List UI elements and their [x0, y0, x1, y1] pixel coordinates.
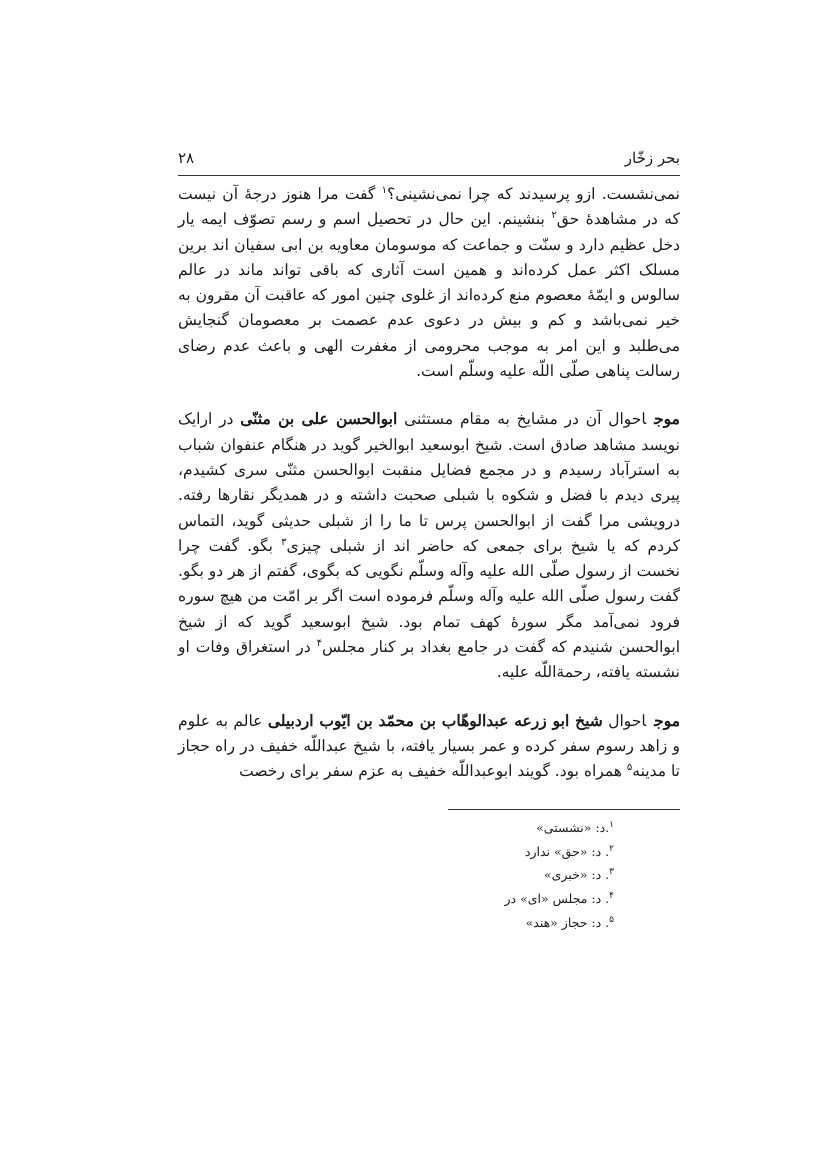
footnote — [394, 910, 614, 934]
text-segment: در استغراق وفات او نشسته یافته، رحمةاللّه علیه. — [178, 638, 680, 682]
footnote-number: ۴ — [609, 890, 614, 901]
footnotes — [394, 815, 614, 933]
section-marker: موج — [654, 710, 681, 730]
running-header — [178, 147, 680, 169]
bold-name: ابوالحسن علی بن مثنّی — [240, 409, 398, 429]
header-divider — [178, 175, 680, 176]
text-segment: بنشینم. این حال در تحصیل اسم و رسم تصوّف ایمه یار دخل عظیم دارد و سنّت و جماعت که موسومان معاویه بن ابی سفیان اند برین مسلک اکثر عمل کرده‌اند و همین است آثاری که باقی تواند ماند در عالم سالوس و ایمّهٔ معصوم منع کرده‌اند از غلوی چنین امور که عاقبت آن مقرون به خیر نمی‌باشد و کم و بیش در دعوی عدم عصمت بر معصومان گنجایش می‌طلبد و این امر به موجب محرومی از مغفرت الهی و باعث عدم رضای رسالت پناهی صلّی اللّه علیه وسلّم است. — [178, 210, 680, 381]
footnote — [394, 815, 614, 839]
text-segment: عالم به علوم و زاهد رسوم سفر کرده و عمر بسیار یافته، با شیخ عبداللّه خفیف در راه حجاز تا مدینه — [178, 711, 680, 781]
footnote-ref[interactable]: ۳ — [281, 536, 287, 548]
footnote-text: . د: «حق» ندارد — [524, 843, 610, 859]
text-segment: همراه بود. گویند ابوعبداللّه خفیف به عزم سفر برای رخصت — [239, 762, 627, 781]
text-segment: گفت مرا هنوز درجهٔ آن نیست که در مشاهدهٔ حق — [178, 185, 680, 229]
paragraph — [178, 708, 680, 785]
text-segment: نمی‌نشست. ازو پرسیدند که چرا نمی‌نشینی؟ — [386, 185, 680, 203]
bold-name: شیخ ابو زرعه عبدالوهّاب بن محمّد بن ایّوب اردبیلی — [267, 710, 603, 730]
footnote — [394, 886, 614, 910]
page-number: ۲۸ — [178, 149, 195, 167]
text-segment: احوال آن در مشایخ به مقام مستثنی — [397, 410, 647, 429]
footnote-number: ۵ — [609, 914, 614, 925]
section-marker: موج — [654, 409, 680, 429]
footnote-text: . د: حجاز «هند» — [525, 914, 610, 930]
footnote-number: ۱ — [609, 820, 614, 830]
footnote-ref[interactable]: ۵ — [626, 762, 633, 774]
main-text — [178, 182, 680, 785]
footnote-divider — [448, 809, 680, 810]
paragraph — [178, 182, 680, 384]
running-title: بحر زخّار — [624, 149, 680, 167]
footnote — [394, 839, 614, 863]
footnote-ref[interactable]: ۴ — [316, 637, 323, 649]
text-segment: احوال — [602, 711, 647, 730]
paragraph — [178, 406, 680, 685]
footnote-ref[interactable]: ۲ — [551, 210, 557, 222]
text-segment: بگو. گفت چرا نخست از رسول صلّی الله علیه وآله وسلّم نگویی که بگوی، گفتم از هر دو بگو. گفت رسول صلّی الله علیه وآله وسلّم فرموده است اگر بر امّت من هیچ سوره فرود نمی‌آمد مگر سورهٔ کهف تمام بود. شیخ ابوسعید گوید که از شیخ ابوالحسن شنیدم که گفت در جامع بغداد بر کنار مجلس — [178, 536, 681, 657]
footnote-text: . د: «خبری» — [543, 867, 610, 883]
footnote-text: .د: «نشستی» — [536, 820, 610, 836]
text-segment: در ارایک نویسد مشاهد صادق است. شیخ ابوسعید ابوالخیر گوید در هنگام عنفوان شباب به استرآباد رسیدم و در مجمع فضایل منقبت ابوالحسن مثنّی سری کشیدم، پیری دیدم با فضل و شکوه با شبلی صحبت داشته و در همدیگر نقارها رفته. درویشی مرا گفت از ابوالحسن پرس تا ما را از شبلی حدیثی گوید، التماس کردم که یا شیخ برای جمعی که حاضر اند از شبلی چیزی — [178, 410, 680, 555]
footnote-text: . د: مجلس «ای» در — [504, 891, 610, 907]
footnote-number: ۲ — [609, 843, 614, 854]
footnote-number: ۳ — [609, 867, 614, 878]
footnote-ref[interactable]: ۱ — [381, 184, 387, 196]
footnote — [394, 862, 614, 886]
